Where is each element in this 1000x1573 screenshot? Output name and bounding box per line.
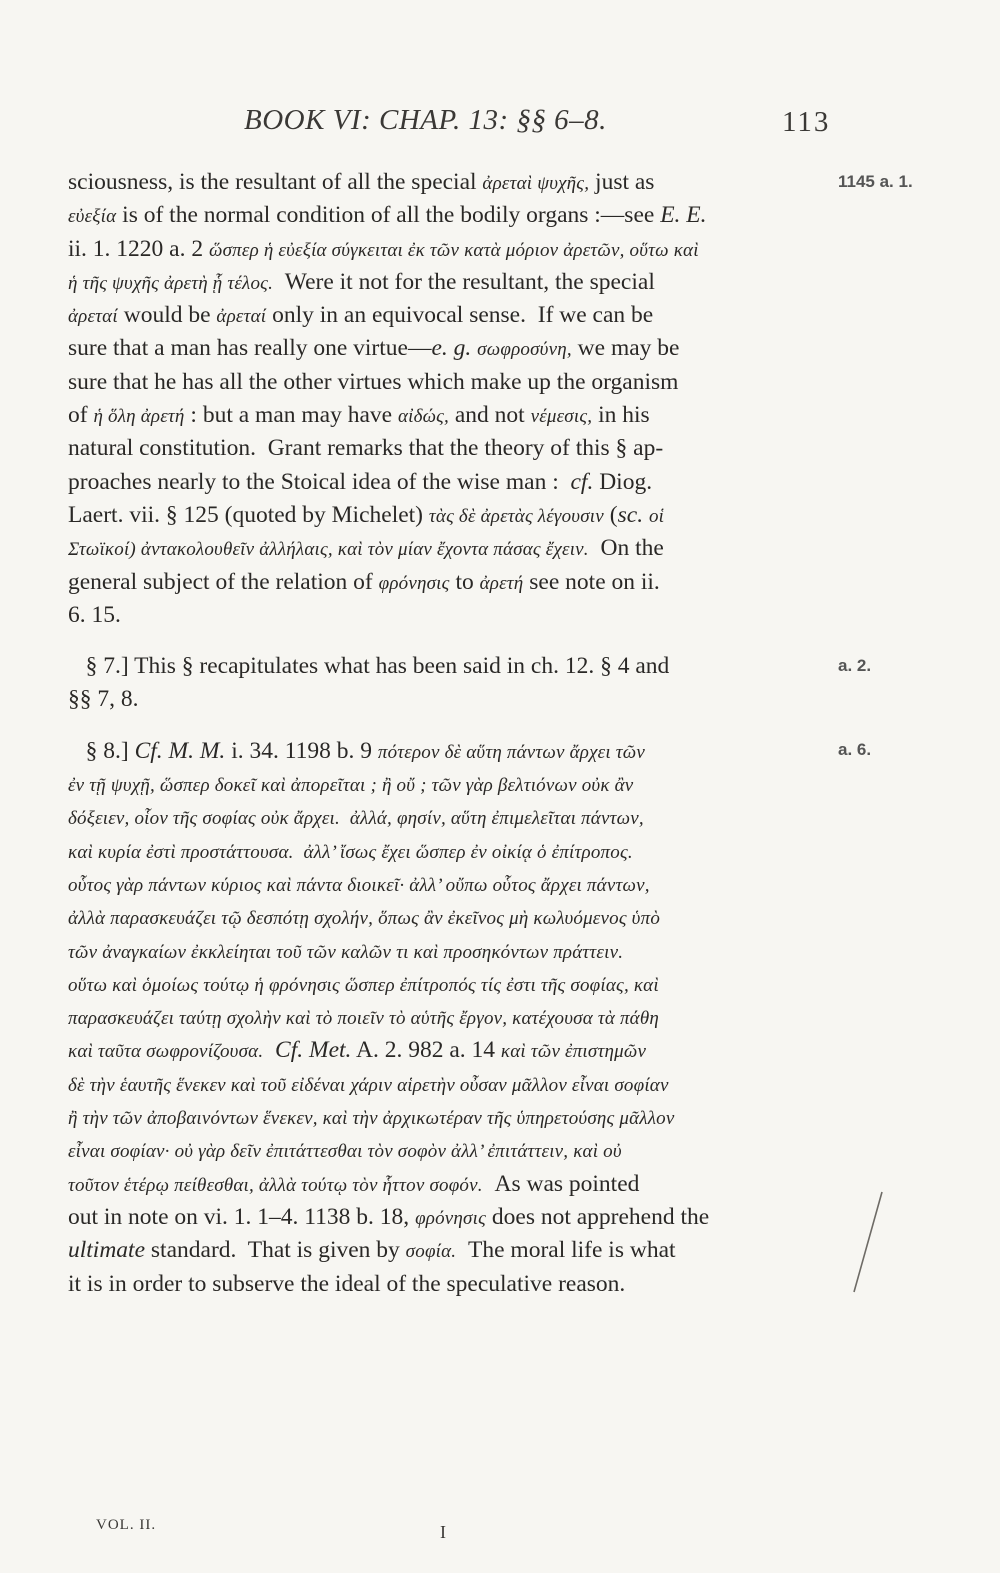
greek-quotation: ἀρεταί: [68, 306, 118, 328]
greek-quotation: οὕτω καὶ ὁμοίως τούτῳ ἡ φρόνησις ὥσπερ ἐπίτροπός τίς ἐστι τῆς σοφίας, καὶ: [68, 974, 659, 996]
greek-quotation: φρόνησις: [378, 572, 450, 594]
line-text: As was pointed: [482, 1170, 640, 1197]
line-text: 6. 15.: [68, 601, 121, 628]
line-text: sure that a man has really one virtue—: [68, 335, 432, 362]
greek-quotation: ἀλλὰ παρασκευάζει τῷ δεσπότῃ σχολήν, ὅπως ἂν ἐκεῖνος μὴ κωλυόμενος ὑπὸ: [68, 908, 661, 930]
greek-quotation: αἰδώς,: [397, 406, 449, 428]
line-text: we may be: [571, 335, 680, 362]
text-line: [68, 901, 858, 934]
text-line: [68, 1001, 858, 1034]
greek-quotation: ἐν τῇ ψυχῇ, ὥσπερ δοκεῖ καὶ ἀπορεῖται ; ἢ οὔ ; τῶν γὰρ βελτιόνων οὐκ ἂν: [68, 775, 634, 797]
text-line: [68, 1234, 858, 1267]
line-text: Were it not for the resultant, the special: [273, 268, 655, 295]
text-line: [68, 650, 858, 683]
greek-quotation: καὶ κυρία ἐστὶ προστάττουσα. ἀλλ’ ἴσως ἔχει ὥσπερ ἐν οἰκίᾳ ὁ ἐπίτροπος.: [68, 841, 633, 863]
line-text: i. 34. 1198 b. 9: [225, 737, 378, 764]
line-text: standard. That is given by: [145, 1237, 406, 1264]
italic-text: cf.: [570, 468, 594, 495]
paragraph-gap: [68, 717, 858, 735]
line-text: only in an equivocal sense. If we can be: [266, 302, 654, 329]
line-text: §§ 7, 8.: [68, 686, 139, 713]
paragraph-gap: [68, 632, 858, 650]
greek-quotation: ὥσπερ ἡ εὐεξία σύγκειται ἐκ τῶν κατὰ μόριον ἀρετῶν, οὕτω καὶ: [209, 239, 699, 261]
line-text: is of the normal condition of all the bodily organs :—see: [116, 202, 661, 229]
line-text: it is in order to subserve the ideal of the speculative reason.: [68, 1270, 626, 1297]
greek-quotation: τοῦτον ἑτέρῳ πείθεσθαι, ἀλλὰ τούτῳ τὸν ἧττον σοφόν.: [68, 1174, 483, 1196]
line-text: does not apprehend the: [486, 1203, 710, 1230]
greek-quotation: ἀρετή: [479, 572, 524, 594]
sheet-mark: I: [440, 1522, 446, 1542]
text-line: [68, 466, 858, 499]
greek-quotation: τῶν ἀναγκαίων ἐκκλείηται τοῦ τῶν καλῶν τι καὶ προσηκόντων πράττειν.: [68, 941, 624, 963]
text-line: [68, 1134, 858, 1167]
page-number: 113: [782, 106, 831, 138]
text-line: [68, 801, 858, 834]
text-line: [68, 768, 858, 801]
line-text: (: [603, 501, 618, 528]
greek-quotation: ἀρεταί: [216, 306, 267, 328]
text-line: [68, 735, 858, 768]
italic-text: E. E.: [660, 202, 707, 229]
greek-quotation: σοφία.: [405, 1241, 457, 1263]
line-text: Laert. vii. § 125 (quoted by Michelet): [68, 501, 429, 528]
italic-text: e. g.: [431, 335, 472, 362]
text-line: [68, 233, 858, 266]
line-text: out in note on vi. 1. 1–4. 1138 b. 18,: [68, 1203, 416, 1230]
text-line: [68, 835, 858, 868]
line-text: The moral life is what: [456, 1237, 676, 1264]
text-line: [68, 166, 858, 199]
line-text: just as: [589, 169, 655, 195]
greek-quotation: νέμεσις,: [530, 406, 593, 428]
line-text: sure that he has all the other virtues which make up the organism: [68, 368, 679, 395]
line-text: of: [68, 402, 94, 429]
margin-reference: a. 6.: [838, 740, 872, 759]
greek-quotation: εἶναι σοφίαν· οὐ γὰρ δεῖν ἐπιτάττεσθαι τὸν σοφὸν ἀλλ’ ἐπιτάττειν, καὶ οὐ: [68, 1141, 622, 1163]
line-text: [263, 1037, 275, 1063]
text-line: [68, 532, 858, 565]
margin-reference: 1145 a. 1.: [838, 172, 913, 191]
text-line: [68, 199, 858, 232]
pencil-mark: [848, 1188, 888, 1298]
text-line: [68, 1034, 858, 1067]
greek-quotation: παρασκευάζει ταύτῃ σχολὴν καὶ τὸ ποιεῖν τὸ αὑτῆς ἔργον, κατέχουσα τὰ πάθη: [68, 1008, 660, 1030]
text-line: [68, 432, 858, 465]
italic-text: Cf. Met.: [275, 1037, 352, 1064]
line-text: natural constitution. Grant remarks that the theory of this § ap-: [68, 435, 664, 462]
text-line: [68, 1168, 858, 1201]
greek-quotation: φρόνησις: [415, 1207, 487, 1229]
greek-quotation: τὰς δὲ ἀρετὰς λέγουσιν: [428, 505, 604, 527]
line-text: would be: [117, 302, 217, 329]
line-text: ii. 1. 1220 a. 2: [68, 235, 209, 262]
line-text: : but a man may have: [184, 402, 398, 429]
greek-quotation: οἱ: [648, 505, 665, 527]
greek-quotation: ἀρεταὶ ψυχῆς,: [482, 173, 590, 194]
text-line: [68, 499, 858, 532]
greek-quotation: ἢ τὴν τῶν ἀποβαινόντων ἕνεκεν, καὶ τὴν ἀρχικωτέραν τῆς ὑπηρετούσης μᾶλλον: [68, 1108, 675, 1130]
italic-text: ultimate: [68, 1237, 146, 1264]
line-text: A. 2. 982 a. 14: [351, 1037, 501, 1064]
text-line: [68, 968, 858, 1001]
text-line: [68, 683, 858, 716]
line-text: Diog.: [593, 468, 653, 495]
greek-quotation: σωφροσύνη,: [477, 339, 572, 361]
greek-quotation: Στωϊκοί) ἀντακολουθεῖν ἀλλήλαις, καὶ τὸν μίαν ἔχοντα πάσας ἔχειν.: [68, 539, 589, 561]
text-line: [68, 332, 858, 365]
greek-quotation: δὲ τὴν ἑαυτῆς ἕνεκεν καὶ τοῦ εἰδέναι χάριν αἱρετὴν οὖσαν μᾶλλον εἶναι σοφίαν: [68, 1074, 669, 1096]
text-line: [68, 1268, 858, 1301]
greek-quotation: ἡ τῆς ψυχῆς ἀρετὴ ᾗ τέλος.: [68, 272, 274, 294]
greek-quotation: οὗτος γὰρ πάντων κύριος καὶ πάντα διοικεῖ· ἀλλ’ οὔπω οὗτος ἄρχει πάντων,: [68, 874, 650, 896]
text-line: [68, 299, 858, 332]
commentary-text: [68, 166, 858, 1301]
text-line: [68, 399, 858, 432]
text-line: [68, 1101, 858, 1134]
running-head: [0, 104, 1000, 144]
greek-quotation: καὶ ταῦτα σωφρονίζουσα.: [68, 1041, 264, 1063]
greek-quotation: ἡ ὅλη ἀρετή: [93, 406, 185, 428]
text-line: [68, 366, 858, 399]
running-title: BOOK VI: CHAP. 13: §§ 6–8.: [244, 104, 607, 136]
greek-quotation: καὶ τῶν ἐπιστημῶν: [500, 1041, 647, 1063]
greek-quotation: δόξειεν, οἷον τῆς σοφίας οὐκ ἄρχει. ἀλλά, φησίν, αὕτη ἐπιμελεῖται πάντων,: [68, 808, 644, 830]
line-text: On the: [588, 535, 664, 562]
volume-signature: VOL. II.: [96, 1517, 157, 1533]
line-text: and not: [448, 402, 531, 429]
line-text: see note on ii.: [523, 568, 660, 595]
text-line: [68, 599, 858, 632]
line-text: in his: [592, 402, 650, 429]
line-text: to: [449, 568, 480, 595]
line-text: proaches nearly to the Stoical idea of the wise man :: [68, 468, 571, 495]
line-text: general subject of the relation of: [68, 568, 379, 595]
italic-text: Cf. M. M.: [134, 737, 226, 764]
text-line: [68, 868, 858, 901]
margin-reference: a. 2.: [838, 656, 872, 675]
greek-quotation: εὐεξία: [68, 206, 117, 228]
text-line: [68, 1068, 858, 1101]
line-text: § 7.] This § recapitulates what has been said in ch. 12. § 4 and: [68, 653, 670, 680]
greek-quotation: πότερον δὲ αὕτη πάντων ἄρχει τῶν: [377, 741, 646, 763]
text-line: [68, 1201, 858, 1234]
line-text: sciousness, is the resultant of all the special: [68, 169, 483, 195]
text-line: [68, 566, 858, 599]
italic-text: sc.: [617, 501, 644, 528]
text-line: [68, 935, 858, 968]
line-text: § 8.]: [68, 737, 135, 764]
text-line: [68, 266, 858, 299]
